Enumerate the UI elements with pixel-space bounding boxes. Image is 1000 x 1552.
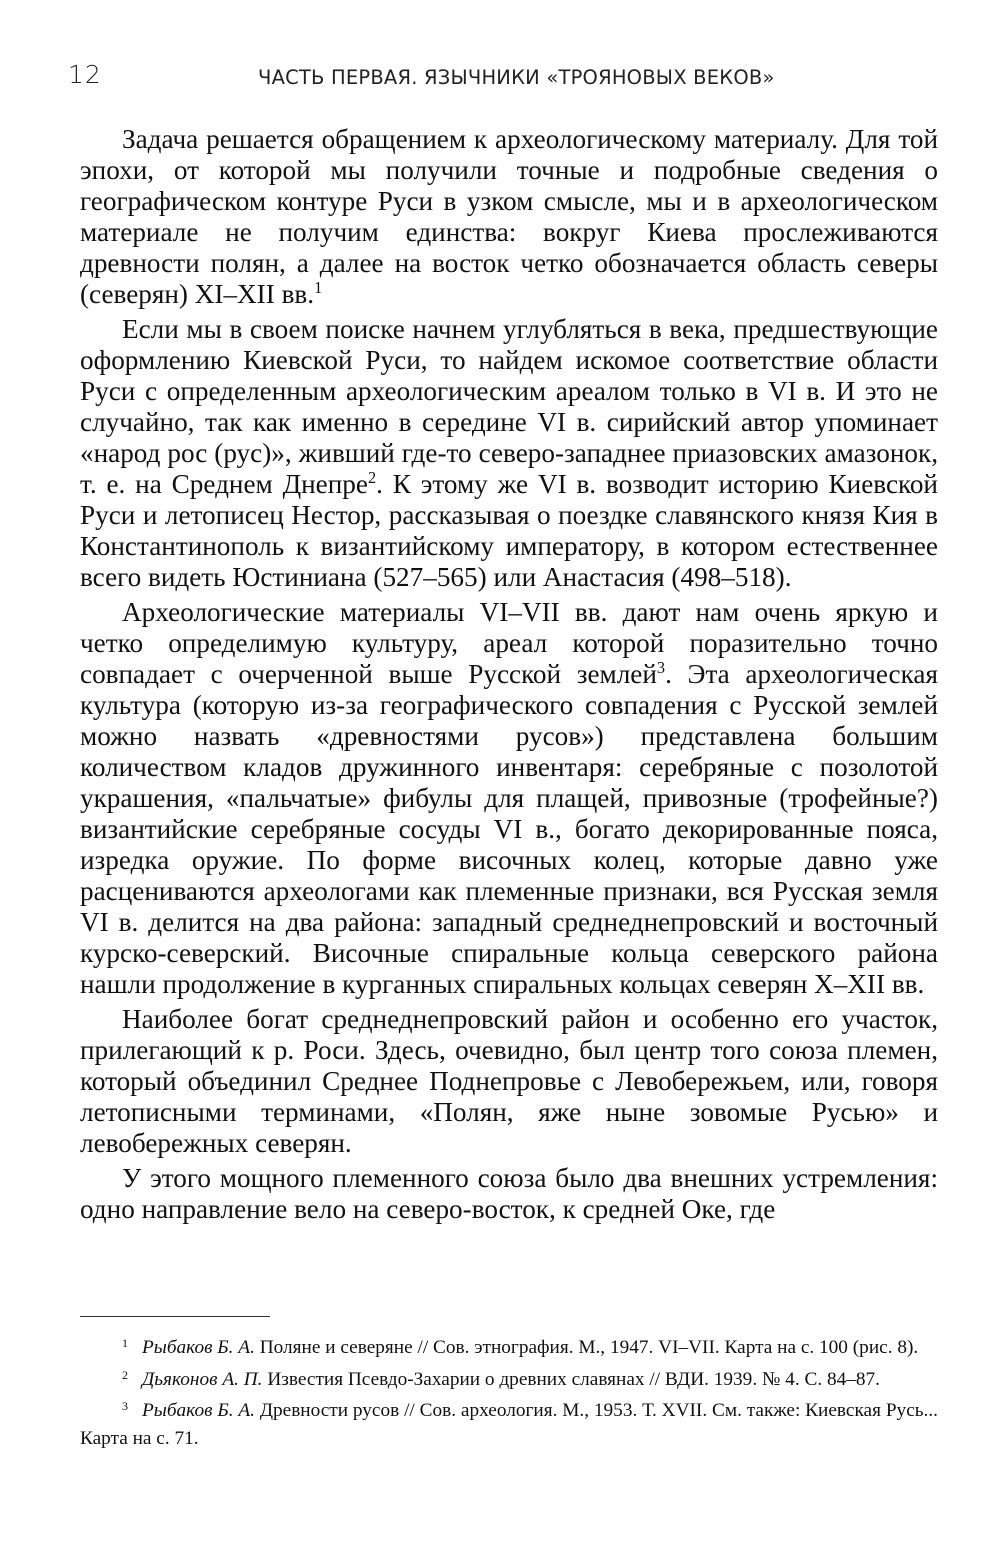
footnote-author: Рыбаков Б. А. xyxy=(142,1337,255,1358)
page-number: 12 xyxy=(68,60,102,89)
footnote-text: Поляне и северяне // Сов. этнография. М., 1947. VI–VII. Карта на с. 100 (рис. 8). xyxy=(254,1337,919,1358)
paragraph-text: У этого мощного племенного союза было два внешних устремления: одно направление вело на северо-восток, к средней Оке, где xyxy=(80,1163,938,1224)
footnote-3 xyxy=(80,1393,938,1452)
paragraph-text: Задача решается обращением к археологическому материалу. Для той эпохи, от которой мы получили точные и подробные сведения о географическом контуре Руси в узком смысле, мы и в археологическом материале не получим единства: вокруг Киева прослеживаются древности полян, а далее на восток четко обозначается область северы (северян) XI–XII вв. xyxy=(80,124,938,309)
footnotes xyxy=(80,1330,938,1452)
body-text xyxy=(80,124,938,1229)
footnote-text: Древности русов // Сов. археология. М., 1953. Т. XVII. См. также: Киевская Русь... Карта на с. 71. xyxy=(80,1400,939,1449)
footnote-ref: 2 xyxy=(367,467,377,487)
paragraph-3 xyxy=(80,597,938,1000)
paragraph-4 xyxy=(80,1004,938,1159)
footnote-text: Известия Псевдо-Захарии о древних славянах // ВДИ. 1939. № 4. С. 84–87. xyxy=(262,1368,880,1390)
footnote-2 xyxy=(80,1362,938,1394)
paragraph-text: . К этому же VI в. возводит историю Киевской Руси и летописец Нестор, рассказывая о поездке славянского князя Кия в Константинополь к византийскому императору, в котором естественнее всего видеть Юстиниана (527–565) или Анастасия (498–518). xyxy=(80,469,938,592)
footnote-divider xyxy=(80,1316,270,1317)
paragraph-text: . Эта археологическая культура (которую из-за географического совпадения с Русской землей можно назвать «древностями русов») представлена большим количеством кладов дружинного инвентаря: серебряные с позолотой украшения, «пальчатые» фибулы для плащей, привозные (трофейные?) византийские серебряные сосуды VI в., богато декорированные пояса, изредка оружие. По форме височных колец, которые давно уже расцениваются археологами как племенные признаки, вся Русская земля VI в. делится на два района: западный среднеднепровский и восточный курско-северский. Височные спиральные кольца северского района нашли продолжение в курганных спиральных кольцах северян X–XII вв. xyxy=(80,659,938,999)
paragraph-text: Наиболее богат среднеднепровский район и особенно его участок, прилегающий к р. Роси. Здесь, очевидно, был центр того союза племен, который объединил Среднее Поднепровье с Левобережьем, или, говоря летописными терминами, «Полян, яже ныне зовомые Русью» и левобережных северян. xyxy=(80,1004,938,1158)
footnote-mark: 3 xyxy=(122,1399,128,1413)
paragraph-text: Если мы в своем поиске начнем углубляться в века, предшествующие оформлению Киевской Руси, то найдем искомое соответствие области Руси с определенным археологическим ареалом только в VI в. И это не случайно, так как именно в середине VI в. сирийский автор упоминает «народ рос (рус)», живший где-то северо-западнее приазовских амазонок, т. е. на Среднем Днепре xyxy=(80,314,938,499)
footnote-mark: 2 xyxy=(122,1367,128,1382)
footnote-ref: 3 xyxy=(656,657,666,677)
paragraph-5 xyxy=(80,1163,938,1225)
paragraph-1 xyxy=(80,124,938,310)
footnote-author: Дьяконов А. П. xyxy=(142,1368,263,1390)
footnote-mark: 1 xyxy=(122,1336,128,1350)
paragraph-2 xyxy=(80,314,938,593)
footnote-ref: 1 xyxy=(314,277,323,297)
footnote-author: Рыбаков Б. А. xyxy=(142,1400,255,1421)
paragraph-text: Археологические материалы VI–VII вв. дают нам очень яркую и четко определимую культуру, ареал которой поразительно точно совпадает с очерченной выше Русской землей xyxy=(80,597,938,689)
running-head: ЧАСТЬ ПЕРВАЯ. ЯЗЫЧНИКИ «ТРОЯНОВЫХ ВЕКОВ» xyxy=(258,66,775,89)
footnote-1 xyxy=(80,1330,938,1362)
